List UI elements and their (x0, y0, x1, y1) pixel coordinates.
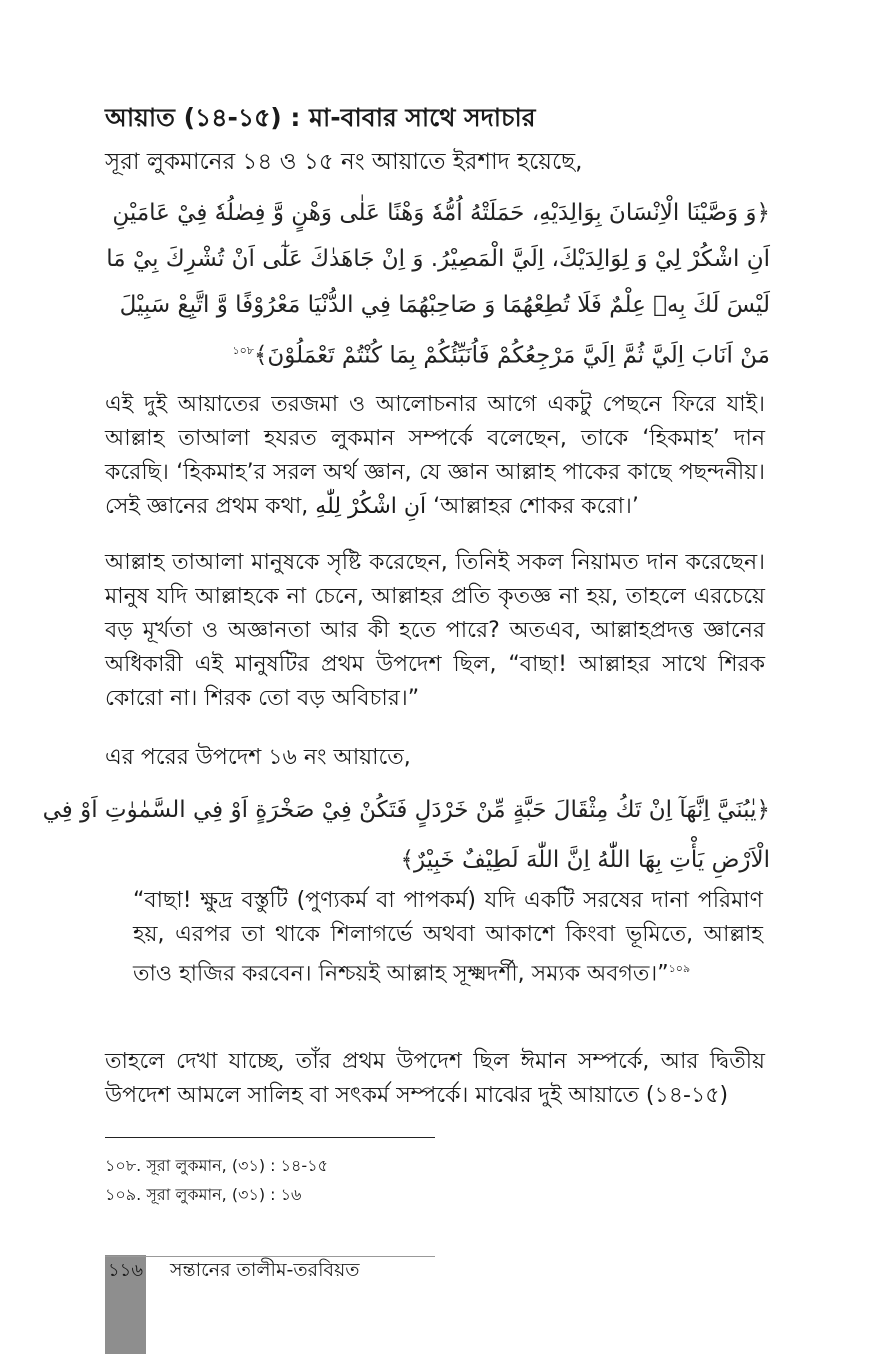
page-number: ১১৬ (108, 1260, 144, 1281)
footnote-text: সূরা লুকমান, (৩১) : ১৬ (146, 1185, 302, 1204)
arabic-verse-2 (42, 785, 770, 885)
paragraph-3: এর পরের উপদেশ ১৬ নং আয়াতে, (105, 745, 411, 770)
paragraph-2: আল্লাহ তাআলা মানুষকে সৃষ্টি করেছেন, তিনিই সকল নিয়ামত দান করেছেন। মানুষ যদি আল্লাহকে না চেনে, আল্লাহর প্রতি কৃতজ্ঞ না হয়, তাহলে এরচেয়ে বড় মূর্খতা ও অজ্ঞানতা আর কী হতে পারে? অতএব, আল্লাহপ্রদত্ত জ্ঞানের অধিকারী এই মানুষটির প্রথম উপদেশ ছিল, “বাছা! আল্লাহর সাথে শিরক কোরো না। শিরক তো বড় অবিচার।” (105, 550, 765, 711)
book-title: সন্তানের তালীম-তরবিয়ত (170, 1259, 360, 1281)
footnote-ref-109: ১০৯ (668, 962, 691, 975)
footnote-ref-108: ১০৮ (232, 344, 254, 357)
footnote-109 (105, 1184, 505, 1206)
arabic-verse-line: ﴿يٰبُنَيَّ اِنَّهَآ اِنْ تَكُ مِثْقَالَ حَبَّةٍ مِّنْ خَرْدَلٍ فَتَكُنْ فِيْ صَخْرَةٍ اَوْ فِي السَّمٰوٰتِ اَوْ فِي (42, 797, 770, 823)
arabic-verse-line-text: مَنْ اَنَابَ اِلَيَّ ثُمَّ اِلَيَّ مَرْجِعُكُمْ فَاُنَبِّئُكُمْ بِمَا كُنْتُمْ تَعْمَلُوْنَ﴾ (253, 342, 770, 369)
footnote-number: ১০৮. (105, 1156, 142, 1175)
intro-line: সূরা লুকমানের ১৪ ও ১৫ নং আয়াতে ইরশাদ হয়েছে, (105, 149, 583, 175)
arabic-verse-line: الْاَرْضِ يَأْتِ بِهَا اللّٰهُ اِنَّ اللّٰهَ لَطِيْفٌ خَبِيْرٌ﴾ (400, 847, 770, 873)
footnote-108 (105, 1155, 505, 1177)
footnote-number: ১০৯. (105, 1185, 142, 1204)
arabic-verse-line: اَنِ اشْكُرْ لِيْ وَ لِوَالِدَيْكَ، اِلَيَّ الْمَصِيْرُ. وَ اِنْ جَاهَدٰكَ عَلٰٓى اَنْ تُشْرِكَ بِيْ مَا (106, 246, 770, 272)
footnote-text: সূরা লুকমান, (৩১) : ১৪-১৫ (146, 1156, 328, 1175)
verse-translation-quote (133, 884, 763, 991)
footnote-divider (105, 1137, 435, 1138)
section-heading: আয়াত (১৪-১৫) : মা-বাবার সাথে সদাচার (105, 103, 536, 132)
arabic-verse-1 (106, 190, 770, 374)
paragraph-4: তাহলে দেখা যাচ্ছে, তাঁর প্রথম উপদেশ ছিল ঈমান সম্পর্কে, আর দ্বিতীয় উপদেশ আমলে সালিহ বা সৎকর্ম সম্পর্কে। মাঝের দুই আয়াতে (১৪-১৫) (105, 1049, 765, 1108)
arabic-verse-line (130, 328, 770, 374)
paragraph-1: এই দুই আয়াতের তরজমা ও আলোচনার আগে একটু পেছনে ফিরে যাই। আল্লাহ তাআলা হযরত লুকমান সম্পর্কে বলেছেন, তাকে ‘হিকমাহ’ দান করেছি। ‘হিকমাহ’র সরল অর্থ জ্ঞান, যে জ্ঞান আল্লাহ পাকের কাছে পছন্দনীয়। সেই জ্ঞানের প্রথম কথা, اَنِ اشْكُرْ لِلّٰهِ ‘আল্লাহর শোকর করো।’ (105, 392, 765, 519)
arabic-verse-line: لَيْسَ لَكَ بِهٖ عِلْمٌ فَلَا تُطِعْهُمَا وَ صَاحِبْهُمَا فِي الدُّنْيَا مَعْرُوْفًا وَّ اتَّبِعْ سَبِيْلَ (119, 292, 770, 318)
quote-text: “বাছা! ক্ষুদ্র বস্তুটি (পুণ্যকর্ম বা পাপকর্ম) যদি একটি সরষের দানা পরিমাণ হয়, এরপর তা থাকে শিলাগর্ভে অথবা আকাশে কিংবা ভূমিতে, আল্লাহ তাও হাজির করবেন। নিশ্চয়ই আল্লাহ সূক্ষ্মদর্শী, সম্যক অবগত।” (133, 888, 763, 987)
arabic-verse-line: ﴿وَ وَصَّيْنَا الْاِنْسَانَ بِوَالِدَيْهِ، حَمَلَتْهُ اُمُّهٗ وَهْنًا عَلٰى وَهْنٍ وَّ فِصٰلُهٗ فِيْ عَامَيْنِ (112, 200, 770, 226)
